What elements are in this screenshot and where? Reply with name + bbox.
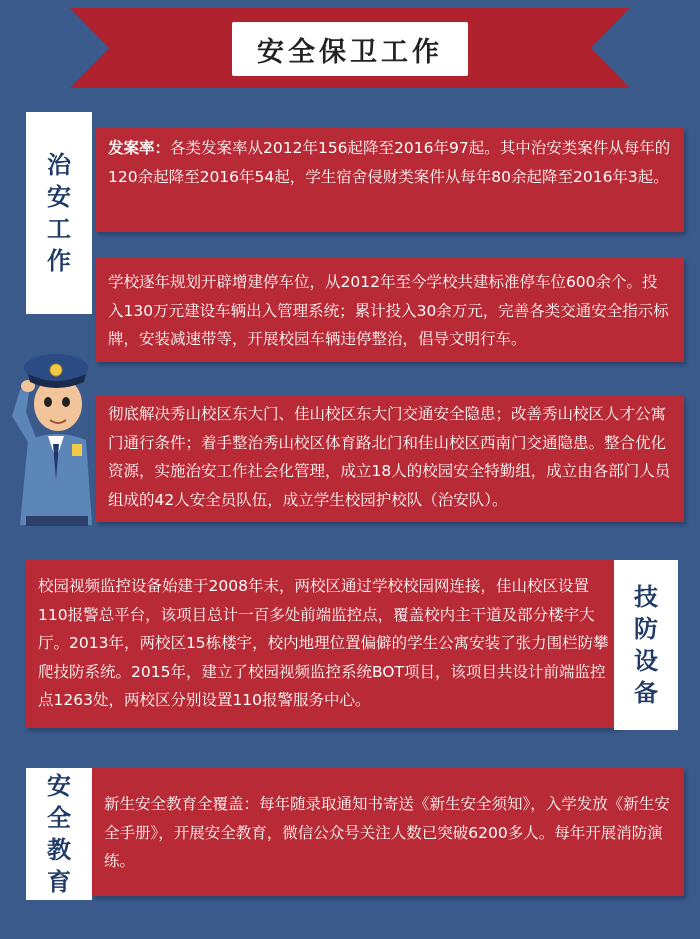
public-security-card-2 [96, 258, 684, 362]
label-char: 备 [634, 679, 658, 707]
card-text: 彻底解决秀山校区东大门、佳山校区东大门交通安全隐患；改善秀山校区人才公寓门通行条件；着手整治秀山校区体育路北门和佳山校区西南门交通隐患。整合优化资源，实施治安工作社会化管理，成立18人的校园安全特勤组，成立由各部门人员组成的42人安全员队伍，成立学生校园护校队（治安队）。 [108, 405, 671, 509]
section-label-education [26, 768, 92, 900]
label-char: 治 [47, 151, 71, 179]
police-officer-illustration [6, 320, 106, 530]
label-char: 安 [47, 772, 71, 800]
label-char: 安 [47, 183, 71, 211]
public-security-card-3 [96, 396, 684, 522]
card-text: 学校逐年规划开辟增建停车位，从2012年至今学校共建标准停车位600余个。投入130万元建设车辆出入管理系统；累计投入30余万元，完善各类交通安全指示标牌，安装减速带等，开展校园车辆违停整治，倡导文明行车。 [108, 273, 669, 348]
public-security-card-1 [96, 128, 684, 232]
label-char: 工 [47, 215, 71, 243]
card-lead: 发案率： [108, 139, 171, 157]
label-char: 技 [634, 583, 658, 611]
section-label-public-security [26, 112, 92, 314]
education-card [92, 768, 684, 896]
section-label-tech-defense [614, 560, 678, 730]
label-char: 作 [47, 247, 71, 275]
label-char: 设 [634, 647, 658, 675]
label-char: 育 [47, 868, 71, 896]
card-text: 各类发案率从2012年156起降至2016年97起。其中治安类案件从每年的120余起降至2016年54起，学生宿舍侵财类案件从每年80余起降至2016年3起。 [108, 139, 671, 186]
label-char: 全 [47, 804, 71, 832]
label-char: 教 [47, 836, 71, 864]
page-title: 安全保卫工作 [257, 36, 443, 68]
title-box [232, 22, 468, 76]
tech-defense-card [26, 560, 622, 728]
card-text: 校园视频监控设备始建于2008年末，两校区通过学校校园网连接，佳山校区设置110报警总平台，该项目总计一百多处前端监控点，覆盖校内主干道及部分楼宇大厅。2013年，两校区15栋楼宇，校内地理位置偏僻的学生公寓安装了张力围栏防攀爬技防系统。2015年，建立了校园视频监控系统BOT项目，该项目共设计前端监控点1263处，两校区分别设置110报警服务中心。 [38, 577, 609, 709]
label-char: 防 [634, 615, 658, 643]
card-text: 新生安全教育全覆盖：每年随录取通知书寄送《新生安全须知》，入学发放《新生安全手册》，开展安全教育，微信公众号关注人数已突破6200多人。每年开展消防演练。 [104, 795, 670, 870]
